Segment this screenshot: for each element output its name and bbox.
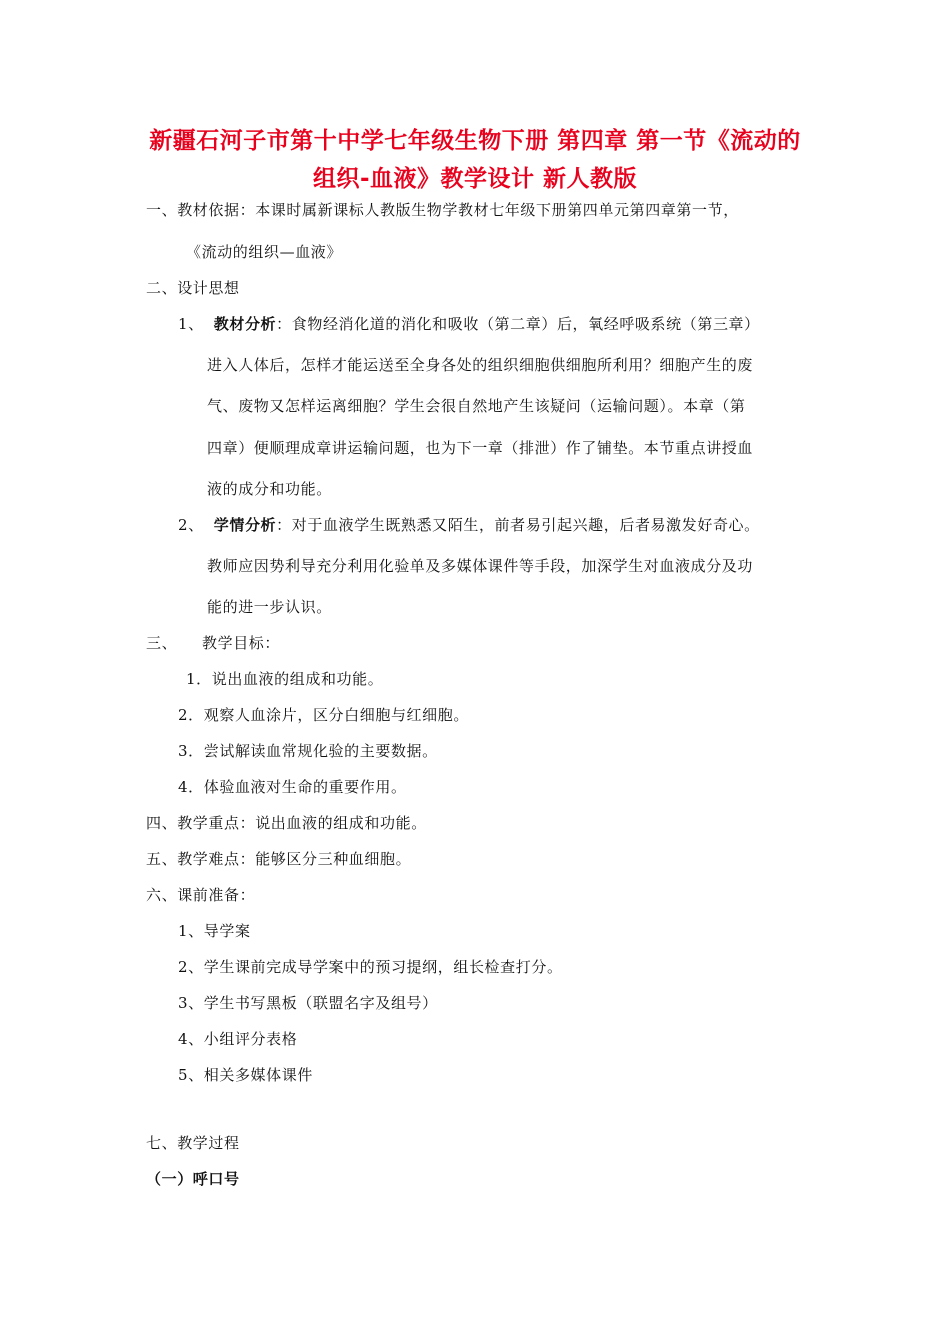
section-7-heading: 七、教学过程 xyxy=(146,1134,240,1152)
item-text: ：对于血液学生既熟悉又陌生，前者易引起兴趣，后者易激发好奇心。 xyxy=(276,516,760,534)
prep-item-4: 4、小组评分表格 xyxy=(178,1030,298,1048)
prep-item-1: 1、导学案 xyxy=(178,922,251,940)
prep-item-3: 3、学生书写黑板（联盟名字及组号） xyxy=(178,994,438,1012)
document-title-line-2: 组织-血液》教学设计 新人教版 xyxy=(312,166,638,192)
goal-4: 4．体验血液对生命的重要作用。 xyxy=(178,778,407,796)
section-6-heading: 六、课前准备： xyxy=(146,886,256,904)
section-2-item-1 xyxy=(178,314,760,334)
goal-2: 2．观察人血涂片，区分白细胞与红细胞。 xyxy=(178,706,469,724)
section-2-item-1-line-2: 进入人体后，怎样才能运送至全身各处的组织细胞供细胞所利用？细胞产生的废 xyxy=(207,356,754,374)
section-4-key-point: 四、教学重点：说出血液的组成和功能。 xyxy=(146,814,427,832)
section-2-item-2-line-2: 教师应因势利导充分利用化验单及多媒体课件等手段，加深学生对血液成分及功 xyxy=(207,557,754,575)
section-2-item-1-line-4: 四章）便顺理成章讲运输问题，也为下一章（排泄）作了铺垫。本节重点讲授血 xyxy=(207,439,754,457)
section-2-item-1-line-5: 液的成分和功能。 xyxy=(207,480,332,498)
section-3-number: 三、 xyxy=(146,634,178,652)
section-2-item-2-line-3: 能的进一步认识。 xyxy=(207,598,332,616)
item-number: 2、 xyxy=(178,516,204,534)
prep-item-5: 5、相关多媒体课件 xyxy=(178,1066,313,1084)
section-2-item-1-line-3: 气、废物又怎样运离细胞？学生会很自然地产生该疑问（运输问题）。本章（第 xyxy=(207,397,746,415)
item-number: 1、 xyxy=(178,315,204,333)
section-1-heading: 一、教材依据：本课时属新课标人教版生物学教材七年级下册第四单元第四章第一节， xyxy=(146,201,739,219)
section-5-difficult-point: 五、教学难点：能够区分三种血细胞。 xyxy=(146,850,412,868)
item-label: 学情分析 xyxy=(213,516,277,534)
section-1-continuation: 《流动的组织—血液》 xyxy=(186,243,343,261)
document-title-line-1: 新疆石河子市第十中学七年级生物下册 第四章 第一节《流动的 xyxy=(149,128,801,154)
section-3-heading: 教学目标： xyxy=(202,634,281,652)
item-label: 教材分析 xyxy=(213,315,277,333)
goal-3: 3．尝试解读血常规化验的主要数据。 xyxy=(178,742,438,760)
section-2-item-2 xyxy=(178,515,760,535)
goal-1: 1．说出血液的组成和功能。 xyxy=(186,670,384,688)
section-2-heading: 二、设计思想 xyxy=(146,279,240,297)
section-7-subheading-1: （一）呼口号 xyxy=(146,1170,240,1188)
prep-item-2: 2、学生课前完成导学案中的预习提纲，组长检查打分。 xyxy=(178,958,563,976)
item-text: ：食物经消化道的消化和吸收（第二章）后，氧经呼吸系统（第三章） xyxy=(276,315,760,333)
